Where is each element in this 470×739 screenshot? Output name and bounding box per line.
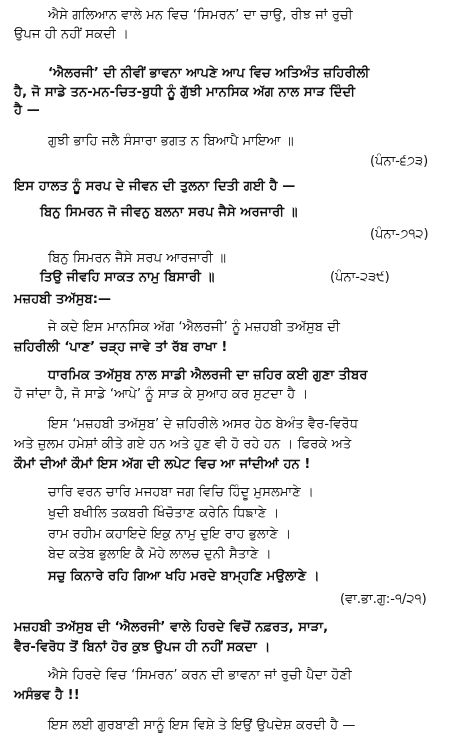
scripture-quote: ਗੁਝੀ ਭਾਹਿ ਜਲੈ ਸੰਸਾਰਾ ਭਗਤ ਨ ਬਿਆਪੈ ਮਾਇਆ ॥ — [48, 134, 294, 149]
paragraph-line: ਹੋ ਜਾਂਦਾ ਹੈ, ਜੋ ਸਾਡੇ ‘ਆਪੇ’ ਨੂੰ ਸਾੜ ਕੇ ਸੁਆਹ ਕਰ ਸੁਟਦਾ ਹੈ । — [14, 387, 309, 402]
paragraph-line: ਵੈਰ-ਵਿਰੋਧ ਤੋਂ ਬਿਨਾਂ ਹੋਰ ਕੁਝ ਉਪਜ ਹੀ ਨਹੀਂ ਸਕਦਾ । — [14, 640, 271, 655]
scripture-quote: ਬਿਨੁ ਸਿਮਰਨ ਜੋ ਜੀਵਨੁ ਬਲਨਾ ਸਰਪ ਜੈਸੇ ਅਰਜਾਰੀ ॥ — [40, 205, 298, 220]
verse-line: ਖੁਦੀ ਬਖੀਲਿ ਤਕਬਰੀ ਖਿੰਚੋਤਾਣ ਕਰੇਨਿ ਧਿਙਾਣੇ । — [48, 506, 280, 521]
verse-line: ਰਾਮ ਰਹੀਮ ਕਹਾਇਦੇ ਇਕੁ ਨਾਮੁ ਦੁਇ ਰਾਹ ਭੁਲਾਣੇ । — [48, 527, 292, 542]
scripture-quote: ਬਿਨੁ ਸਿਮਰਨ ਜੈਸੇ ਸਰਪ ਆਰਜਾਰੀ ॥ — [48, 251, 227, 266]
paragraph-line: ‘ਐਲਰਜੀ’ ਦੀ ਨੀਵੀਂ ਭਾਵਨਾ ਆਪਣੇ ਆਪ ਵਿਚ ਅਤਿਅੰਤ ਜ਼ਹਿਰੀਲੀ — [48, 66, 370, 81]
verse-line: ਚਾਰਿ ਵਰਨ ਚਾਰਿ ਮਜਹਬਾ ਜਗ ਵਿਚਿ ਹਿੰਦੂ ਮੁਸਲਮਾਣੇ । — [48, 485, 314, 500]
paragraph-line: ਜ਼ਹਿਰੀਲੀ ‘ਪਾਣ’ ਚੜ੍ਹ ਜਾਵੇ ਤਾਂ ਰੱਬ ਰਾਖਾ ! — [14, 340, 228, 355]
paragraph-line: ਐਸੇ ਹਿਰਦੇ ਵਿਚ ‘ਸਿਮਰਨ’ ਕਰਨ ਦੀ ਭਾਵਨਾ ਜਾਂ ਰੁਚੀ ਪੈਦਾ ਹੋਣੀ — [48, 668, 352, 683]
page-reference: (ਪੰਨਾ-੨੩੯) — [330, 270, 390, 285]
paragraph-line: ਐਸੇ ਗਲਿਆਨ ਵਾਲੇ ਮਨ ਵਿਚ ‘ਸਿਮਰਨ’ ਦਾ ਚਾਉ, ਰੀਝ ਜਾਂ ਰੁਚੀ — [48, 8, 353, 23]
page-reference: (ਪੰਨਾ-੬੭੩) — [370, 154, 429, 169]
page-reference: (ਪੰਨਾ-੭੧੨) — [370, 227, 429, 242]
paragraph-line: ਉਪਜ ਹੀ ਨਹੀਂ ਸਕਦੀ । — [14, 27, 129, 42]
paragraph-line: ਅਤੇ ਜ਼ੁਲਮ ਹਮੇਸ਼ਾਂ ਕੀਤੇ ਗਏ ਹਨ ਅਤੇ ਹੁਣ ਵੀ ਹੋ ਰਹੇ ਹਨ । ਫਿਰਕੇ ਅਤੇ — [14, 437, 352, 452]
section-heading: ਮਜ਼ਹਬੀ ਤਅੱਸੁਬ:— — [14, 292, 112, 307]
paragraph-line: ਅਸੰਭਵ ਹੈ !! — [14, 688, 80, 703]
paragraph-line: ਕੌਮਾਂ ਦੀਆਂ ਕੌਮਾਂ ਇਸ ਅੱਗ ਦੀ ਲਪੇਟ ਵਿਚ ਆ ਜਾਂਦੀਆਂ ਹਨ ! — [14, 457, 311, 472]
paragraph-line: ਇਸ ਲਈ ਗੁਰਬਾਣੀ ਸਾਨੂੰ ਇਸ ਵਿਸ਼ੇ ਤੇ ਇਉਂ ਉਪਦੇਸ਼ ਕਰਦੀ ਹੈ — — [48, 718, 356, 733]
page-reference: (ਵਾ.ਭਾ.ਗੁ:-੧/੨੧) — [340, 592, 427, 607]
paragraph-line: ਹੈ — — [14, 103, 40, 118]
paragraph-line: ਇਸ ਹਾਲਤ ਨੂੰ ਸਰਪ ਦੇ ਜੀਵਨ ਦੀ ਤੁਲਨਾ ਦਿਤੀ ਗਈ ਹੈ — — [14, 179, 296, 194]
paragraph-line: ਮਜ਼ਹਬੀ ਤਅੱਸੁਬ ਦੀ ‘ਐਲਰਜੀ’ ਵਾਲੇ ਹਿਰਦੇ ਵਿਚੋਂ ਨਫ਼ਰਤ, ਸਾੜਾ, — [14, 620, 329, 635]
paragraph-line: ਹੈ, ਜੋ ਸਾਡੇ ਤਨ-ਮਨ-ਚਿਤ-ਬੁਧੀ ਨੂੰ ਗੁੱਝੀ ਮਾਨਸਿਕ ਅੱਗ ਨਾਲ ਸਾੜ ਦਿੰਦੀ — [14, 85, 356, 100]
paragraph-line: ਧਾਰਮਿਕ ਤਅੱਸੁਬ ਨਾਲ ਸਾਡੀ ਐਲਰਜੀ ਦਾ ਜ਼ਹਿਰ ਕਈ ਗੁਣਾ ਤੀਬਰ — [48, 368, 368, 383]
scripture-quote: ਤਿਉ ਜੀਵਹਿ ਸਾਕਤ ਨਾਮੁ ਬਿਸਾਰੀ ॥ — [40, 270, 215, 285]
paragraph-line: ਜੇ ਕਦੇ ਇਸ ਮਾਨਸਿਕ ਅੱਗ ‘ਐਲਰਜੀ’ ਨੂੰ ਮਜ਼ਹਬੀ ਤਅੱਸੁਬ ਦੀ — [48, 320, 340, 335]
verse-line: ਸਚੁ ਕਿਨਾਰੇ ਰਹਿ ਗਿਆ ਖਹਿ ਮਰਦੇ ਬਾਮ੍ਹਣਿ ਮਉਲਾਣੇ । — [48, 569, 320, 584]
verse-line: ਬੇਦ ਕਤੇਬ ਭੁਲਾਇ ਕੈ ਮੋਹੇ ਲਾਲਚ ਦੁਨੀ ਸੈਤਾਣੇ । — [48, 547, 272, 562]
paragraph-line: ਇਸ ‘ਮਜ਼ਹਬੀ ਤਅੱਸੁਬ’ ਦੇ ਜ਼ਹਿਰੀਲੇ ਅਸਰ ਹੇਠ ਬੇਅੰਤ ਵੈਰ-ਵਿਰੋਧ — [48, 417, 358, 432]
